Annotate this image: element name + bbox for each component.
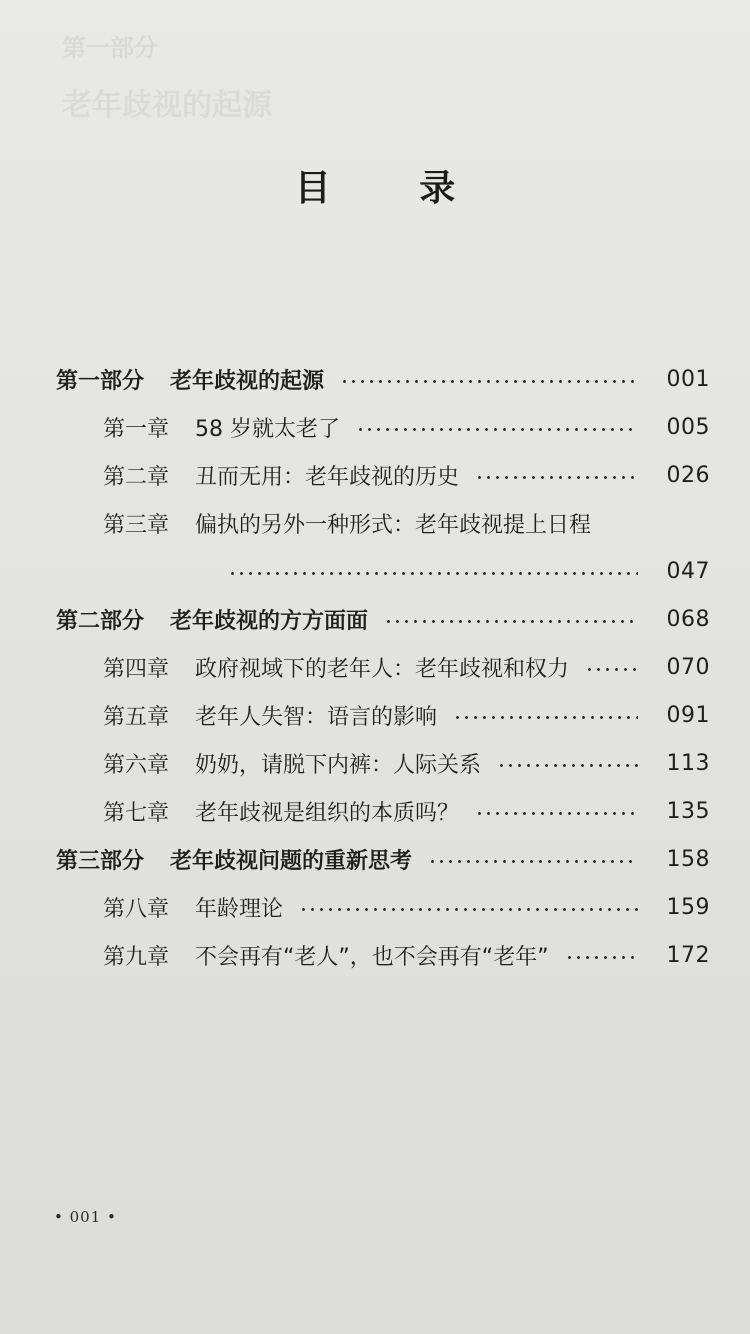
entry-label: 第六章 <box>103 752 170 778</box>
entry-label: 第九章 <box>103 944 170 970</box>
dot-leader <box>585 668 638 671</box>
toc-entry-chapter-9[interactable] <box>0 935 750 975</box>
dot-leader <box>299 908 638 911</box>
entry-label: 第四章 <box>103 656 170 682</box>
entry-title: 不会再有“老人”，也不会再有“老年” <box>195 944 549 970</box>
entry-page: 135 <box>666 798 710 824</box>
toc-entry-chapter-5[interactable] <box>0 695 750 735</box>
toc-entry-part-1[interactable] <box>0 359 750 399</box>
entry-page: 159 <box>666 894 710 920</box>
dot-leader <box>565 956 638 959</box>
entry-title: 老年歧视的方方面面 <box>170 608 369 634</box>
entry-label: 第二章 <box>103 464 170 490</box>
entry-label: 第八章 <box>103 896 170 922</box>
dot-leader <box>356 428 638 431</box>
toc-entry-chapter-4[interactable] <box>0 647 750 687</box>
toc-entry-chapter-3-continued[interactable] <box>0 551 750 591</box>
toc-entry-part-3[interactable] <box>0 839 750 879</box>
entry-page: 068 <box>666 606 710 632</box>
entry-page: 113 <box>666 750 710 776</box>
entry-label: 第一章 <box>103 416 170 442</box>
entry-label: 第二部分 <box>56 608 145 634</box>
toc-entry-chapter-1[interactable] <box>0 407 750 447</box>
toc-title: 目 录 <box>294 168 494 209</box>
toc-entry-chapter-2[interactable] <box>0 455 750 495</box>
entry-page: 091 <box>666 702 710 728</box>
dot-leader <box>475 476 638 479</box>
entry-page: 172 <box>666 942 710 968</box>
entry-label: 第一部分 <box>56 368 145 394</box>
entry-title: 58 岁就太老了 <box>195 416 341 442</box>
entry-title: 偏执的另外一种形式：老年歧视提上日程 <box>195 512 592 538</box>
entry-page: 026 <box>666 462 710 488</box>
entry-title: 年龄理论 <box>195 896 284 922</box>
dot-leader <box>228 572 638 575</box>
entry-title: 奶奶，请脱下内裤：人际关系 <box>195 752 482 778</box>
entry-page: 070 <box>666 654 710 680</box>
dot-leader <box>384 620 638 623</box>
bleed-through-part-title: 老年歧视的起源 <box>62 88 272 123</box>
entry-title: 老年歧视问题的重新思考 <box>170 848 413 874</box>
dot-leader <box>497 764 638 767</box>
page-number-footer: • 001 • <box>54 1208 117 1226</box>
dot-leader <box>428 860 638 863</box>
entry-title: 老年歧视是组织的本质吗？ <box>195 800 460 826</box>
bleed-through-part-heading: 第一部分 <box>62 33 158 62</box>
entry-title: 老年人失智：语言的影响 <box>195 704 438 730</box>
toc-entry-part-2[interactable] <box>0 599 750 639</box>
dot-leader <box>340 380 638 383</box>
toc-entry-chapter-3[interactable] <box>0 503 750 543</box>
entry-label: 第三章 <box>103 512 170 538</box>
toc-entry-chapter-7[interactable] <box>0 791 750 831</box>
entry-label: 第五章 <box>103 704 170 730</box>
entry-title: 政府视域下的老年人：老年歧视和权力 <box>195 656 570 682</box>
entry-label: 第三部分 <box>56 848 145 874</box>
entry-title: 老年歧视的起源 <box>170 368 325 394</box>
entry-title: 丑而无用：老年歧视的历史 <box>195 464 460 490</box>
entry-page: 005 <box>666 414 710 440</box>
entry-page: 001 <box>666 366 710 392</box>
entry-page: 158 <box>666 846 710 872</box>
dot-leader <box>475 812 638 815</box>
toc-entry-chapter-8[interactable] <box>0 887 750 927</box>
toc-entry-chapter-6[interactable] <box>0 743 750 783</box>
entry-page: 047 <box>666 558 710 584</box>
dot-leader <box>453 716 638 719</box>
entry-label: 第七章 <box>103 800 170 826</box>
